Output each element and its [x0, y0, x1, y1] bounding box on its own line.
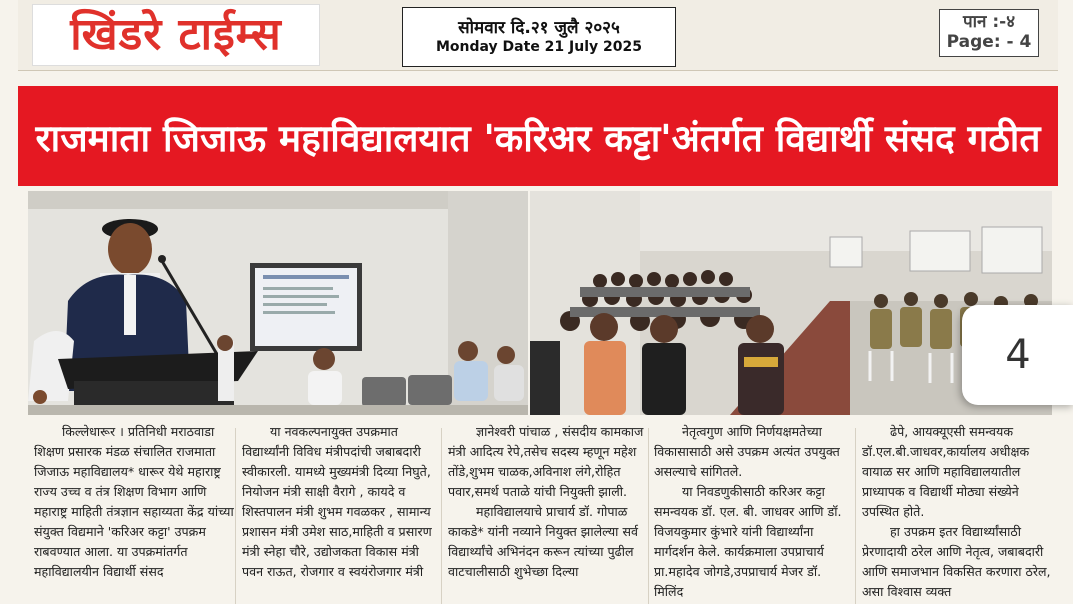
headline-text: राजमाता जिजाऊ महाविद्यालयात 'करिअर कट्टा'अंतर्गत विद्यार्थी संसद गठीत	[35, 116, 1041, 160]
date-box	[402, 7, 676, 67]
page-number-box	[939, 9, 1039, 57]
date-marathi: सोमवार दि.२१ जुलै २०२५	[458, 17, 620, 38]
article-paragraph: किल्लेधारूर । प्रतिनिधी मराठवाडा शिक्षण प्रसारक मंडळ संचालित राजमाता जिजाऊ महाविद्यालय* धारूर येथे महाराष्ट्र राज्य उच्च व तंत्र शिक्षण विभाग आणि महाराष्ट्र माहिती तंत्रज्ञान सहाय्यता केंद्र यांच्या संयुक्त विद्यमाने 'करिअर कट्टा' उपक्रम राबवण्यात आला. या उपक्रमांतर्गत महाविद्यालयीन विद्यार्थी संसद	[34, 424, 234, 579]
headline-banner	[18, 86, 1058, 186]
logo-text: खिंडरे टाईम्स	[70, 9, 282, 60]
article-column-1	[34, 422, 234, 604]
article-paragraph: ज्ञानेश्वरी पांचाळ , संसदीय कामकाज मंत्री आदित्य रेपे,तसेच सदस्य म्हणून महेश तोंडे,शुभम चाळक,अविनाश लंगे,रोहित पवार,समर्थ पताळे यांची नियुक्ती झाली.	[448, 424, 644, 499]
photo-speaker-illustration	[28, 191, 528, 415]
article-paragraph: हा उपक्रम इतर विद्यार्थ्यांसाठी प्रेरणादायी ठरेल आणि नेतृत्व, जबाबदारी आणि समाजभान विकसित करणारा ठरेल, असा विश्वास व्यक्त	[862, 524, 1051, 599]
photo-speaker-podium	[28, 191, 528, 415]
article-paragraph: ढेपे, आयक्यूएसी समन्वयक डॉ.एल.बी.जाधवर,कार्यालय अधीक्षक वायाळ सर आणि महाविद्यालयातील प्राध्यापक व विद्यार्थी मोठ्या संख्येने उपस्थित होते.	[862, 424, 1030, 519]
page-number-marathi: पान :-४	[962, 12, 1016, 33]
article-column-2	[242, 422, 438, 604]
article-paragraph: महाविद्यालयाचे प्राचार्य डॉ. गोपाळ काकडे* यांनी नव्याने नियुक्त झालेल्या सर्व विद्यार्थ्यांचे अभिनंदन करून त्यांच्या पुढील वाटचालीसाठी शुभेच्छा दिल्या	[448, 504, 638, 579]
article-column-3	[448, 422, 644, 604]
badge-number: 4	[1005, 332, 1031, 378]
article-column-4	[654, 422, 852, 604]
masthead	[18, 0, 1058, 71]
article-column-5	[862, 422, 1058, 604]
newspaper-logo	[32, 4, 320, 66]
page-number-badge	[962, 305, 1073, 405]
article-paragraph: या निवडणुकीसाठी करिअर कट्टा समन्वयक डॉ. एल. बी. जाधवर आणि डॉ. विजयकुमार कुंभारे यांनी विद्यार्थ्यांना मार्गदर्शन केले. कार्यक्रमाला उपप्राचार्य प्रा.महादेव जोगडे,उपप्राचार्य मेजर डॉ. मिलिंद	[654, 484, 842, 599]
article-body	[24, 422, 1064, 604]
article-paragraph: या नवकल्पनायुक्त उपक्रमात विद्यार्थ्यांनी विविध मंत्रीपदांची जबाबदारी स्वीकारली. यामध्ये मुख्यमंत्री दिव्या निघुते, नियोजन मंत्री साक्षी वैरागे , कायदे व शिस्तपालन मंत्री शुभम गवळकर , सामान्य प्रशासन मंत्री उमेश साठ,माहिती व प्रसारण मंत्री स्नेहा चौरे, उद्योजकता विकास मंत्री पवन राऊत, रोजगार व स्वयंरोजगार मंत्री	[242, 424, 432, 579]
article-paragraph: नेतृत्वगुण आणि निर्णयक्षमतेच्या विकासासाठी असे उपक्रम अत्यंत उपयुक्त असल्याचे सांगितले.	[654, 424, 840, 479]
date-english: Monday Date 21 July 2025	[436, 39, 642, 56]
page-number-english: Page: - 4	[946, 32, 1032, 52]
